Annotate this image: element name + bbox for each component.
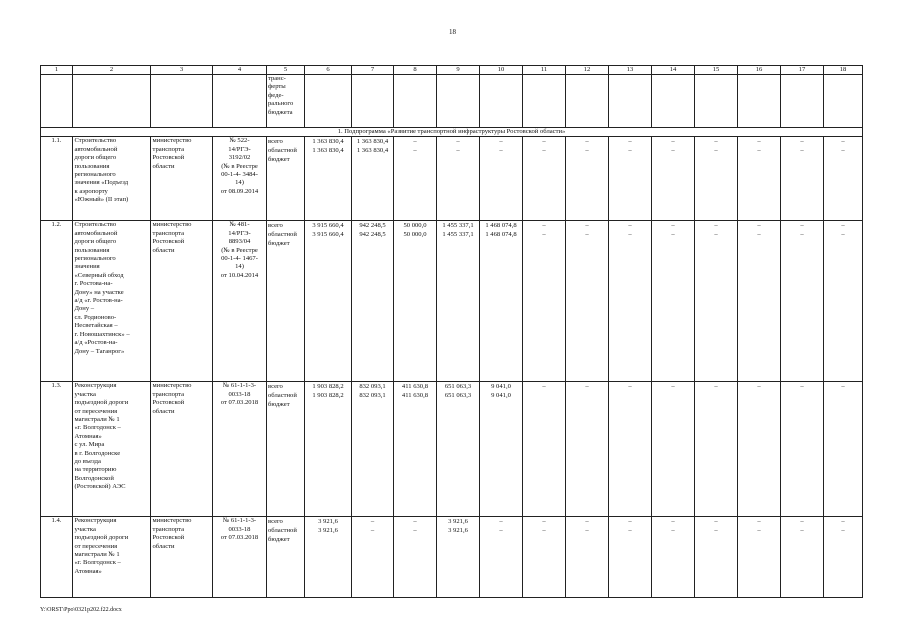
value-cell [781, 517, 824, 598]
column-number-cell: 13 [609, 66, 652, 75]
amount-value: – [499, 138, 503, 146]
amount-value: 651 063,3 [444, 392, 472, 400]
value-cell [695, 517, 738, 598]
header-continuation-row [41, 75, 863, 128]
value-cell [738, 382, 781, 517]
amount-value: – [800, 518, 804, 526]
amount-value: – [757, 138, 761, 146]
column-number-cell: 5 [267, 66, 305, 75]
amount-value [697, 391, 736, 400]
amount-value [654, 391, 693, 400]
column-number-cell: 16 [738, 66, 781, 75]
amount-value: – [542, 147, 546, 155]
expertise-document: № 522- 14/РГЭ- 3192/02 (№ в Реестре 00-1-4- 3484- 14) от 08.09.2014 [213, 137, 267, 221]
column-number-cell: 8 [394, 66, 437, 75]
amount-value: – [841, 231, 845, 239]
value-cell [824, 137, 863, 221]
table-row [41, 221, 863, 382]
subprogram-row [41, 128, 863, 137]
value-cell [352, 137, 394, 221]
amount-value: 1 903 828,2 [312, 392, 344, 400]
funding-type-cell [267, 221, 305, 382]
funding-type: областной бюджет [268, 231, 297, 248]
column-number-cell: 17 [781, 66, 824, 75]
amount-value: – [628, 231, 632, 239]
amount-value: – [542, 527, 546, 535]
funding-type: областной бюджет [268, 392, 297, 409]
column-number-cell: 15 [695, 66, 738, 75]
amount-value: 1 468 074,8 [485, 231, 517, 239]
amount-value: – [628, 147, 632, 155]
column-number-cell: 6 [305, 66, 352, 75]
amount-value: – [456, 147, 460, 155]
amount-value [783, 391, 822, 400]
value-cell [480, 221, 523, 382]
amount-value: – [585, 138, 589, 146]
value-cell [609, 137, 652, 221]
amount-value: 1 363 830,4 [356, 138, 389, 146]
amount-value: 3 921,6 [318, 527, 338, 535]
amount-value: – [800, 222, 804, 230]
amount-value: – [800, 231, 804, 239]
subprogram-title: 1. Подпрограмма «Развитие транспортной инфраструктуры Ростовской области» [41, 128, 863, 137]
value-cell [394, 517, 437, 598]
amount-value: – [542, 383, 546, 391]
amount-value: – [714, 383, 718, 391]
amount-value: 1 363 830,4 [312, 138, 344, 146]
amount-value: – [370, 518, 375, 526]
value-cell [609, 517, 652, 598]
amount-value: 832 093,1 [359, 392, 386, 400]
value-cell [824, 517, 863, 598]
table-row [41, 137, 863, 221]
expertise-document: № 481- 14/РГЭ- 8893/04 (№ в Реестре 00-1-4- 1467- 14) от 10.04.2014 [213, 221, 267, 382]
amount-value: 1 363 830,4 [356, 147, 389, 155]
amount-value: 1 455 337,1 [442, 231, 474, 239]
amount-value: – [585, 222, 589, 230]
value-cell [652, 382, 695, 517]
value-cell [437, 137, 480, 221]
amount-value: 942 248,5 [359, 231, 386, 239]
amount-value: – [370, 527, 375, 535]
expertise-document: № 61-1-1-3- 0033-18 от 07.03.2018 [213, 517, 267, 598]
amount-value: – [671, 527, 675, 535]
responsible-organization: министерство транспорта Ростовской области [151, 382, 213, 517]
amount-value: – [671, 518, 675, 526]
value-cell [566, 221, 609, 382]
funding-type: всего [268, 383, 283, 391]
value-cell [609, 382, 652, 517]
row-number: 1.2. [41, 221, 73, 382]
amount-value: – [841, 147, 845, 155]
value-cell [652, 517, 695, 598]
amount-value: 50 000,0 [403, 231, 427, 239]
value-cell [566, 137, 609, 221]
value-cell [352, 382, 394, 517]
amount-value: – [841, 222, 845, 230]
value-cell [394, 137, 437, 221]
amount-value: – [714, 518, 718, 526]
amount-value: – [757, 518, 761, 526]
amount-value: – [628, 518, 632, 526]
amount-value: – [413, 138, 417, 146]
object-name: Строительство автомобильной дороги общего пользования регионального значения «Подъезд к аэропорту «Южный» (II этап) [73, 137, 151, 221]
amount-value: 3 921,6 [448, 527, 468, 535]
value-cell [305, 382, 352, 517]
amount-value: 942 248,5 [359, 222, 386, 230]
amount-value [525, 391, 564, 400]
expertise-document: № 61-1-1-3- 0033-18 от 07.03.2018 [213, 382, 267, 517]
transfer-header-cell: транс- ферты феде- рального бюджета [267, 75, 305, 128]
amount-value: – [413, 518, 417, 526]
column-number-cell: 10 [480, 66, 523, 75]
funding-type: областной бюджет [268, 527, 297, 544]
amount-value: 1 903 828,2 [312, 383, 344, 391]
amount-value: – [671, 147, 675, 155]
amount-value: – [585, 518, 589, 526]
value-cell [523, 137, 566, 221]
column-number-cell: 1 [41, 66, 73, 75]
amount-value: 1 363 830,4 [312, 147, 344, 155]
amount-value: – [542, 231, 546, 239]
value-cell [523, 221, 566, 382]
value-cell [480, 137, 523, 221]
funding-type-cell [267, 517, 305, 598]
object-name: Реконструкция участка подъездной дороги от пересечения магистрали № 1 «г. Волгодонск – Атомная» с ул. Мира в г. Волгодонске до въезда на территорию Волгодонской (Ростовской) АЭС [73, 382, 151, 517]
amount-value: 3 915 660,4 [312, 222, 344, 230]
amount-value: – [757, 383, 761, 391]
value-cell [738, 517, 781, 598]
value-cell [437, 221, 480, 382]
amount-value: – [542, 138, 546, 146]
table-row [41, 382, 863, 517]
value-cell [781, 382, 824, 517]
value-cell [523, 382, 566, 517]
amount-value: – [757, 231, 761, 239]
column-number-cell: 3 [151, 66, 213, 75]
value-cell [695, 137, 738, 221]
amount-value: – [413, 527, 417, 535]
amount-value: – [671, 231, 675, 239]
value-cell [566, 517, 609, 598]
row-number: 1.3. [41, 382, 73, 517]
value-cell [305, 137, 352, 221]
amount-value: – [499, 147, 503, 155]
value-cell [695, 221, 738, 382]
amount-value: – [671, 138, 675, 146]
amount-value: 3 915 660,4 [312, 231, 344, 239]
amount-value: 9 041,0 [491, 392, 511, 400]
responsible-organization: министерство транспорта Ростовской области [151, 137, 213, 221]
amount-value: – [671, 383, 675, 391]
column-number-cell: 11 [523, 66, 566, 75]
column-number-cell: 18 [824, 66, 863, 75]
amount-value: – [800, 527, 804, 535]
column-number-cell: 9 [437, 66, 480, 75]
funding-type: всего [268, 222, 283, 230]
funding-type-cell [267, 382, 305, 517]
amount-value: 50 000,0 [403, 222, 427, 230]
amount-value: – [757, 222, 761, 230]
amount-value: – [714, 527, 718, 535]
table-row [41, 517, 863, 598]
value-cell [824, 221, 863, 382]
amount-value: – [456, 138, 460, 146]
amount-value: – [757, 147, 761, 155]
amount-value: – [585, 383, 589, 391]
row-number: 1.4. [41, 517, 73, 598]
value-cell [781, 137, 824, 221]
funding-type-cell [267, 137, 305, 221]
column-number-row [41, 66, 863, 75]
value-cell [352, 221, 394, 382]
value-cell [523, 517, 566, 598]
amount-value: 651 063,3 [444, 383, 472, 391]
amount-value: – [841, 383, 845, 391]
amount-value: 3 921,6 [448, 518, 468, 526]
value-cell [394, 221, 437, 382]
amount-value: 832 093,1 [359, 383, 386, 391]
amount-value: – [800, 383, 804, 391]
object-name: Реконструкция участка подъездной дороги от пересечения магистрали № 1 «г. Волгодонск – Атомная» [73, 517, 151, 598]
footer-file-path: Y:\ORST\Ppo\0321p202.f22.docx [40, 607, 122, 613]
page-number: 18 [449, 28, 456, 36]
column-number-cell: 7 [352, 66, 394, 75]
object-name: Строительство автомобильной дороги общего пользования регионального значения «Северный обход г. Ростова-на- Дону» на участке а/д «г. Ростов-на- Дону – сл. Родионово- Несветайская – г. Новошахтинск» – а/д «Ростов-на- Дону – Таганрог» [73, 221, 151, 382]
amount-value: – [499, 518, 503, 526]
responsible-organization: министерство транспорта Ростовской области [151, 517, 213, 598]
funding-type: всего [268, 138, 283, 146]
amount-value: – [542, 222, 546, 230]
value-cell [695, 382, 738, 517]
value-cell [738, 137, 781, 221]
value-cell [305, 221, 352, 382]
amount-value: – [714, 222, 718, 230]
amount-value: – [542, 518, 546, 526]
amount-value [740, 391, 779, 400]
value-cell [738, 221, 781, 382]
amount-value: – [714, 231, 718, 239]
value-cell [437, 382, 480, 517]
amount-value: – [628, 527, 632, 535]
amount-value: 3 921,6 [318, 518, 338, 526]
amount-value [568, 391, 607, 400]
amount-value: – [841, 527, 845, 535]
value-cell [566, 382, 609, 517]
amount-value: – [628, 222, 632, 230]
value-cell [305, 517, 352, 598]
value-cell [352, 517, 394, 598]
row-number: 1.1. [41, 137, 73, 221]
amount-value: 9 041,0 [491, 383, 511, 391]
amount-value: – [841, 138, 845, 146]
value-cell [609, 221, 652, 382]
column-number-cell: 12 [566, 66, 609, 75]
amount-value: – [714, 138, 718, 146]
amount-value: – [628, 383, 632, 391]
responsible-organization: министерство транспорта Ростовской области [151, 221, 213, 382]
column-number-cell: 14 [652, 66, 695, 75]
amount-value: 411 630,8 [401, 392, 429, 400]
value-cell [652, 137, 695, 221]
amount-value [611, 391, 650, 400]
amount-value: – [757, 527, 761, 535]
value-cell [480, 517, 523, 598]
budget-table [40, 65, 863, 598]
value-cell [437, 517, 480, 598]
column-number-cell: 2 [73, 66, 151, 75]
amount-value: – [413, 147, 417, 155]
column-number-cell: 4 [213, 66, 267, 75]
amount-value [826, 391, 861, 400]
funding-type: всего [268, 518, 283, 526]
amount-value: – [499, 527, 503, 535]
amount-value: – [841, 518, 845, 526]
amount-value: – [714, 147, 718, 155]
value-cell [824, 382, 863, 517]
amount-value: 1 468 074,8 [485, 222, 517, 230]
amount-value: – [628, 138, 632, 146]
amount-value: – [585, 147, 589, 155]
amount-value: – [800, 147, 804, 155]
value-cell [394, 382, 437, 517]
amount-value: – [585, 231, 589, 239]
amount-value: 1 455 337,1 [442, 222, 474, 230]
value-cell [480, 382, 523, 517]
amount-value: – [800, 138, 804, 146]
amount-value: – [585, 527, 589, 535]
value-cell [652, 221, 695, 382]
amount-value: 411 630,8 [401, 383, 429, 391]
value-cell [781, 221, 824, 382]
funding-type: областной бюджет [268, 147, 297, 164]
amount-value: – [671, 222, 675, 230]
